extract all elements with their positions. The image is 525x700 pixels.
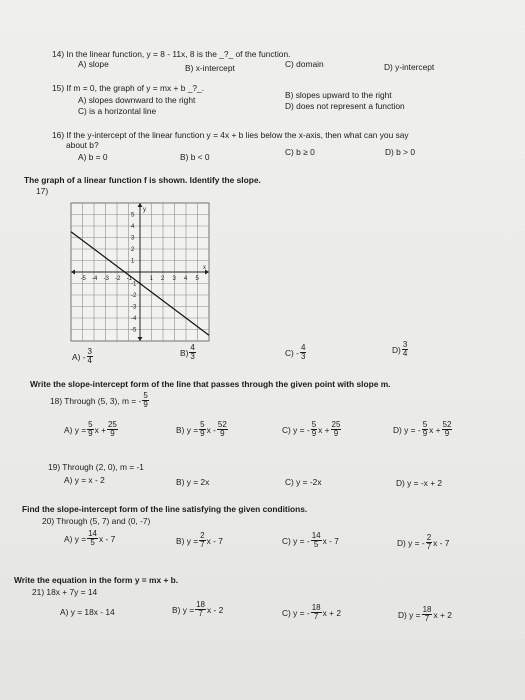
q18-stem-text: 18) Through (5, 3), m = -: [50, 395, 142, 406]
x-tick-label: 4: [184, 276, 188, 282]
q18-choice-c-pre: C) y = -: [282, 424, 310, 435]
q21-choice-c: [282, 604, 341, 621]
section-heading-slope-intercept: Write the slope-intercept form of the line that passes through the given point with slope m.: [30, 379, 391, 389]
q14-stem: 14) In the linear function, y = 8 - 11x, 8 is the _?_ of the function.: [52, 49, 291, 59]
q18-choice-d-num1: 5: [422, 420, 428, 429]
q18-stem-den: 9: [143, 400, 148, 409]
q19-choice-d: D) y = -x + 2: [396, 478, 443, 488]
q18-choice-a-num2: 25: [107, 420, 117, 429]
x-tick-label: -4: [92, 276, 98, 282]
q18-choice-c-num1: 5: [311, 420, 317, 429]
q20-choice-d-pre: D) y = -: [397, 537, 425, 548]
q17-choice-a-num: 3: [87, 347, 92, 356]
q17-choice-d-prefix: D): [392, 344, 401, 355]
q20-choice-c-fraction: [311, 532, 322, 549]
q17-choice-c-den: 3: [300, 352, 306, 361]
q18-choice-b-frac2: [217, 421, 228, 438]
q19-choice-c: C) y = -2x: [285, 477, 322, 487]
q17-choice-b-num: 4: [190, 343, 195, 352]
q21-choice-b-pre: B) y =: [172, 604, 195, 615]
q17-choice-d-den: 4: [402, 349, 408, 358]
q20-choice-d: [397, 534, 449, 551]
q18-stem-fraction: [142, 392, 148, 409]
q20-choice-b-num: 2: [200, 531, 205, 540]
q18-stem: [50, 392, 150, 409]
q18-choice-a-num1: 5: [88, 420, 93, 429]
q18-choice-c-den2: 9: [333, 429, 339, 438]
q20-choice-d-den: 7: [426, 542, 432, 551]
q21-choice-b-post: x - 2: [207, 604, 224, 615]
q20-choice-d-fraction: [426, 534, 432, 551]
q17-choice-c-fraction: [300, 344, 306, 361]
q21-choice-d-fraction: [422, 606, 433, 623]
q19-choice-a: A) y = x - 2: [64, 475, 105, 485]
q21-choice-a: A) y = 18x - 14: [60, 607, 115, 617]
q21-choice-b-den: 7: [198, 609, 203, 618]
q18-choice-b-den1: 9: [200, 429, 205, 438]
y-tick-label: 2: [131, 247, 135, 253]
q18-choice-b-den2: 9: [220, 429, 225, 438]
q17-choice-c-num: 4: [300, 343, 306, 352]
y-tick-label: -4: [131, 316, 137, 322]
q18-choice-d-num2: 52: [442, 420, 452, 429]
q20-choice-b-den: 7: [200, 540, 205, 549]
y-tick-label: 1: [131, 258, 135, 265]
q21-choice-b: [172, 601, 223, 618]
q17-choice-d: [392, 341, 409, 358]
q18-choice-c-den1: 9: [311, 429, 317, 438]
y-tick-label: -1: [131, 281, 137, 288]
q17-line-graph: [69, 201, 211, 343]
q20-choice-c-post: x - 7: [322, 535, 339, 546]
q18-choice-a: [64, 421, 119, 438]
q14-choice-b: B) x-intercept: [185, 63, 235, 73]
q18-choice-d: [393, 421, 453, 438]
q17-choice-a-prefix: A) -: [72, 351, 86, 362]
q20-choice-a-den: 5: [90, 538, 95, 547]
q14-choice-a: A) slope: [78, 59, 109, 69]
q17-choice-b-prefix: B): [180, 347, 189, 358]
q18-choice-d-den1: 9: [422, 429, 428, 438]
y-tick-label: -2: [131, 293, 137, 299]
q19-choice-b: B) y = 2x: [176, 477, 210, 487]
section-heading-form: Write the equation in the form y = mx + b.: [14, 575, 179, 585]
y-tick-label: 3: [131, 235, 135, 242]
x-tick-label: 1: [149, 276, 153, 282]
q19-stem: 19) Through (2, 0), m = -1: [48, 462, 144, 472]
q21-choice-d-pre: D) y =: [398, 609, 421, 620]
q17-choice-a: [72, 348, 94, 365]
x-axis-label: x: [203, 265, 206, 271]
q15-stem: 15) If m = 0, the graph of y = mx + b _?_.: [52, 83, 204, 93]
q20-choice-c-num: 14: [311, 531, 321, 540]
q20-choice-b-fraction: [199, 532, 205, 549]
q18-choice-a-frac1: [87, 421, 93, 438]
q15-choice-b: B) slopes upward to the right: [285, 90, 392, 100]
q18-choice-d-pre: D) y = -: [393, 424, 421, 435]
q17-choice-a-den: 4: [87, 356, 92, 365]
q21-choice-c-fraction: [311, 604, 322, 621]
q20-choice-a-fraction: [87, 530, 98, 547]
x-tick-label: -3: [103, 276, 109, 282]
q18-choice-c-mid: x +: [318, 424, 330, 435]
q20-choice-b-post: x - 7: [206, 535, 223, 546]
x-tick-label: 5: [195, 276, 199, 282]
q20-choice-a-num: 14: [88, 529, 98, 538]
q14-choice-d: D) y-intercept: [384, 62, 435, 72]
q15-choice-d: D) does not represent a function: [285, 101, 405, 111]
q18-choice-c-frac1: [311, 421, 317, 438]
q16-choice-d: D) b > 0: [385, 147, 416, 157]
q16-stem-line1: 16) If the y-intercept of the linear function y = 4x + b lies below the x-axis, then what can you say: [52, 130, 409, 140]
y-axis-label: y: [143, 207, 146, 213]
q21-choice-d-num: 18: [422, 605, 432, 614]
q18-choice-b-num1: 5: [200, 420, 205, 429]
q21-choice-d-den: 7: [424, 614, 430, 623]
q18-choice-d-mid: x +: [429, 424, 441, 435]
q17-choice-a-fraction: [87, 348, 93, 365]
q18-choice-d-frac2: [442, 421, 453, 438]
q18-choice-c: [282, 421, 342, 438]
q18-choice-d-den2: 9: [444, 429, 450, 438]
q18-choice-a-den2: 9: [110, 429, 115, 438]
q16-choice-a: A) b = 0: [78, 152, 108, 162]
q21-choice-d: [398, 606, 452, 623]
q18-choice-b-pre: B) y =: [176, 424, 199, 435]
q21-choice-c-post: x + 2: [322, 607, 341, 618]
x-tick-label: 2: [161, 276, 165, 282]
q18-choice-b-mid: x -: [206, 424, 216, 435]
q15-choice-c: C) is a horizontal line: [78, 106, 157, 116]
q18-choice-a-den1: 9: [88, 429, 93, 438]
q20-choice-a: [64, 530, 115, 547]
q20-choice-a-post: x - 7: [99, 533, 116, 544]
q16-choice-b: B) b < 0: [180, 152, 210, 162]
q20-choice-c: [282, 532, 339, 549]
q18-choice-c-frac2: [331, 421, 342, 438]
q18-choice-d-frac1: [422, 421, 428, 438]
y-tick-label: 5: [131, 212, 135, 219]
section-heading-graph: The graph of a linear function f is shown. Identify the slope.: [24, 175, 261, 185]
q18-choice-b-num2: 52: [217, 420, 227, 429]
x-tick-label: -2: [115, 276, 121, 282]
q17-choice-c-prefix: C) -: [285, 347, 299, 358]
x-tick-label: -1: [126, 276, 132, 282]
q18-choice-c-num2: 25: [331, 420, 341, 429]
q17-choice-b-fraction: [189, 344, 195, 361]
q18-choice-a-pre: A) y =: [64, 424, 87, 435]
q17-choice-c: [285, 344, 307, 361]
q20-choice-b-pre: B) y =: [176, 535, 199, 546]
q20-choice-c-pre: C) y = -: [282, 535, 310, 546]
q20-choice-a-pre: A) y =: [64, 533, 87, 544]
q18-stem-num: 5: [143, 391, 148, 400]
q17-choice-b: [180, 344, 197, 361]
q18-choice-b-frac1: [199, 421, 205, 438]
q21-stem: 21) 18x + 7y = 14: [32, 587, 98, 597]
y-tick-label: -3: [131, 304, 137, 311]
x-tick-label: -5: [80, 276, 86, 282]
q17-choice-d-fraction: [402, 341, 408, 358]
q18-choice-b: [176, 421, 229, 438]
q15-choice-a: A) slopes downward to the right: [78, 95, 196, 105]
q20-choice-b: [176, 532, 223, 549]
q17-choice-d-num: 3: [402, 340, 408, 349]
q20-stem: 20) Through (5, 7) and (0, -7): [42, 516, 151, 526]
q17-choice-b-den: 3: [190, 352, 195, 361]
q21-choice-c-pre: C) y = -: [282, 607, 310, 618]
q21-choice-c-den: 7: [313, 612, 319, 621]
x-tick-label: 3: [172, 276, 176, 282]
q21-choice-d-post: x + 2: [433, 609, 452, 620]
y-tick-label: -5: [131, 327, 137, 334]
q18-choice-a-frac2: [107, 421, 118, 438]
q21-choice-b-num: 18: [196, 600, 206, 609]
q16-stem-line2: about b?: [66, 140, 99, 150]
q20-choice-d-post: x - 7: [433, 537, 450, 548]
q20-choice-d-num: 2: [426, 533, 432, 542]
q14-choice-c: C) domain: [285, 59, 324, 69]
y-tick-label: 4: [131, 224, 135, 230]
q21-choice-c-num: 18: [311, 603, 321, 612]
q17-number: 17): [36, 186, 49, 196]
q18-choice-a-mid: x +: [94, 424, 106, 435]
q20-choice-c-den: 5: [313, 540, 319, 549]
section-heading-conditions: Find the slope-intercept form of the line satisfying the given conditions.: [22, 504, 308, 514]
q21-choice-b-fraction: [195, 601, 206, 618]
q16-choice-c: C) b ≥ 0: [285, 147, 315, 157]
